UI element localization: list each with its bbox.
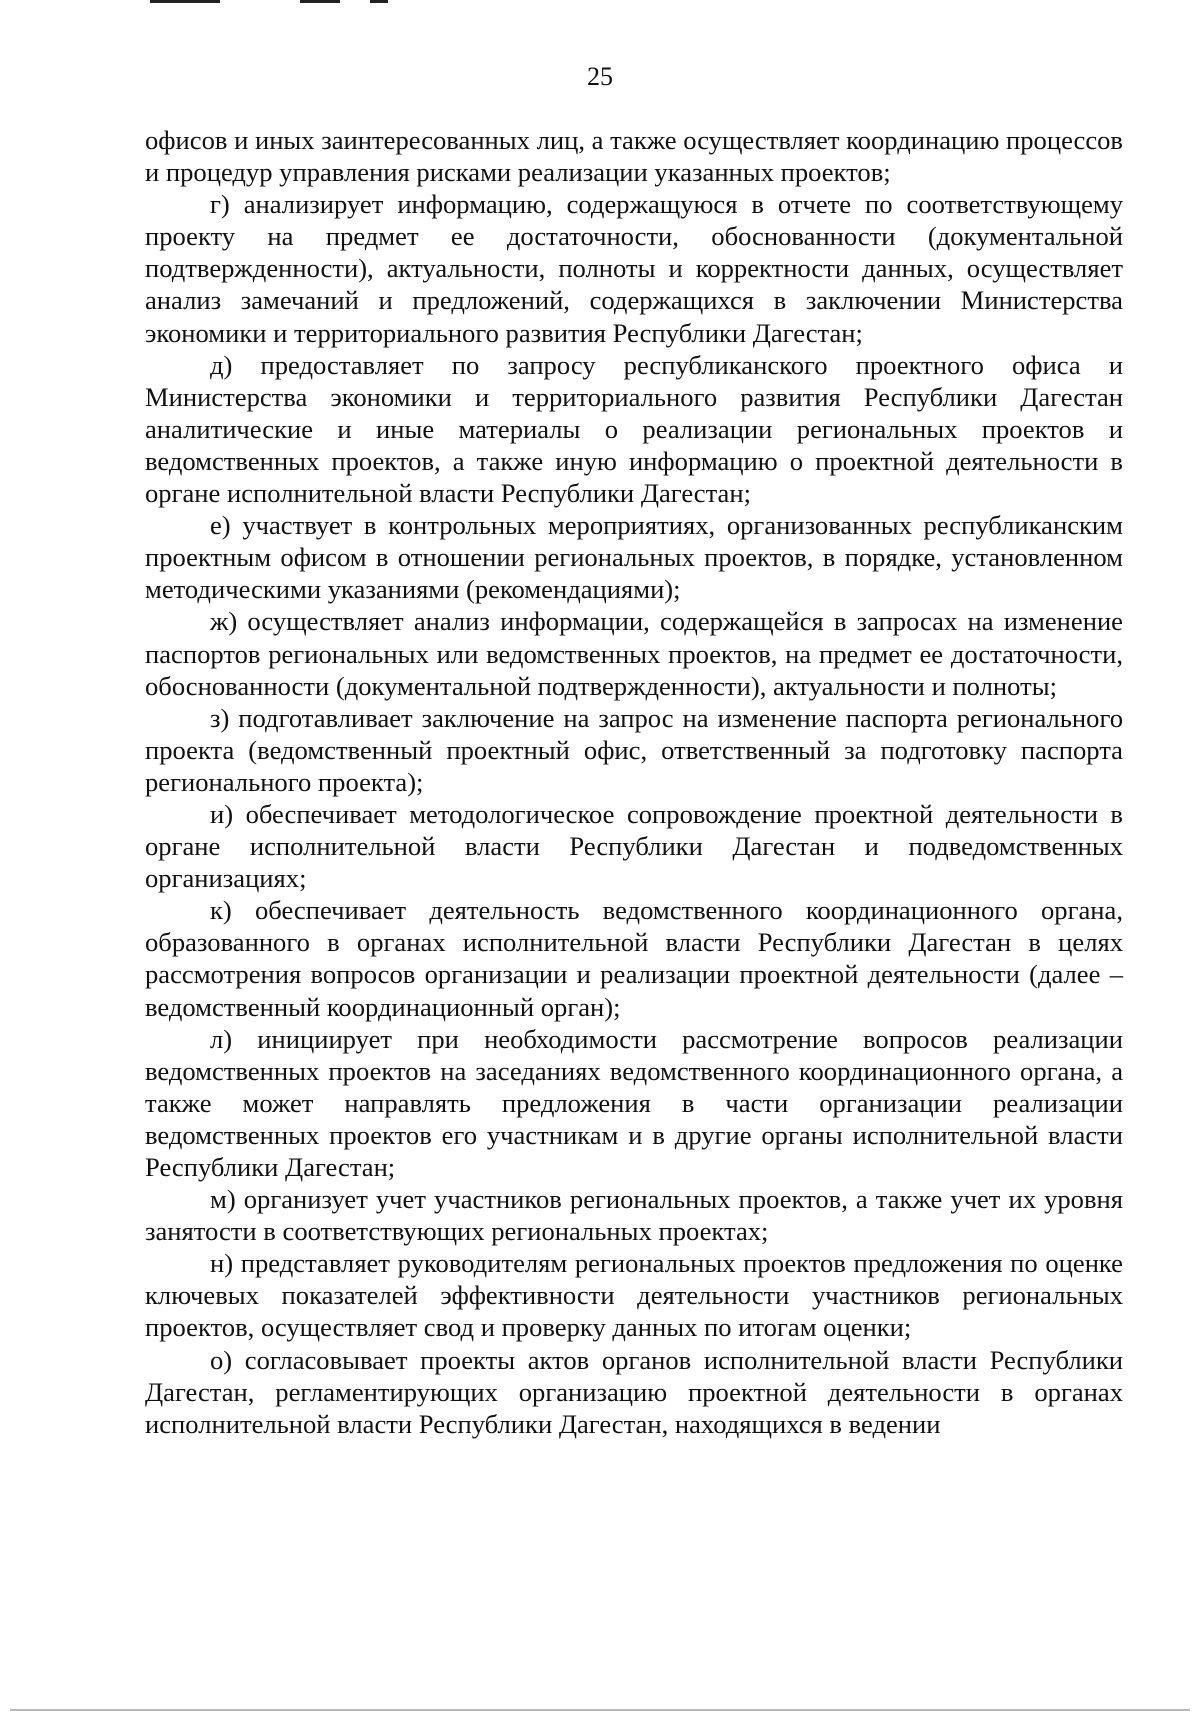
scan-top-edge	[0, 0, 1200, 4]
paragraph-item-g: г) анализирует информацию, содержащуюся в отчете по соответствующему проекту на предмет ее достаточности, обоснованности (документальной подтвержденности), актуальности, полноты и корректности данных, осуществляет анализ замечаний и предложений, содержащихся в заключении Министерства экономики и территориального развития Республики Дагестан;	[145, 189, 1123, 348]
paragraph-item-l: л) инициирует при необходимости рассмотрение вопросов реализации ведомственных проектов на заседаниях ведомственного координационного органа, а также может направлять предложения в части организации реализации ведомственных проектов его участникам и в другие органы исполнительной власти Республики Дагестан;	[145, 1023, 1123, 1182]
paragraph-continuation: офисов и иных заинтересованных лиц, а также осуществляет координацию процессов и процедур управления рисками реализации указанных проектов;	[145, 125, 1123, 188]
page-number: 25	[587, 62, 613, 91]
paragraph-item-z: з) подготавливает заключение на запрос на изменение паспорта регионального проекта (ведомственный проектный офис, ответственный за подготовку паспорта регионального проекта);	[145, 702, 1123, 797]
paragraph-item-m: м) организует учет участников региональных проектов, а также учет их уровня занятости в соответствующих региональных проектах;	[145, 1184, 1123, 1247]
document-body	[145, 124, 1123, 1440]
paragraph-item-n: н) представляет руководителям региональных проектов предложения по оценке ключевых показателей эффективности деятельности участников региональных проектов, осуществляет свод и проверку данных по итогам оценки;	[145, 1248, 1123, 1343]
scan-bottom-edge	[0, 1707, 1200, 1711]
paragraph-item-k: к) обеспечивает деятельность ведомственного координационного органа, образованного в органах исполнительной власти Республики Дагестан в целях рассмотрения вопросов организации и реализации проектной деятельности (далее – ведомственный координационный орган);	[145, 895, 1123, 1022]
paragraph-item-d: д) предоставляет по запросу республиканского проектного офиса и Министерства экономики и территориального развития Республики Дагестан аналитические и иные материалы о реализации региональных проектов и ведомственных проектов, а также иную информацию о проектной деятельности в органе исполнительной власти Республики Дагестан;	[145, 349, 1123, 509]
paragraph-item-e: е) участвует в контрольных мероприятиях, организованных республиканским проектным офисом в отношении региональных проектов, в порядке, установленном методическими указаниями (рекомендациями);	[145, 510, 1123, 605]
paragraph-item-o: о) согласовывает проекты актов органов исполнительной власти Республики Дагестан, регламентирующих организацию проектной деятельности в органах исполнительной власти Республики Дагестан, находящихся в ведении	[145, 1344, 1123, 1439]
paragraph-item-zh: ж) осуществляет анализ информации, содержащейся в запросах на изменение паспортов региональных или ведомственных проектов, на предмет ее достаточности, обоснованности (документальной подтвержденности), актуальности и полноты;	[145, 606, 1123, 701]
paragraph-item-i: и) обеспечивает методологическое сопровождение проектной деятельности в органе исполнительной власти Республики Дагестан и подведомственных организациях;	[145, 798, 1123, 894]
